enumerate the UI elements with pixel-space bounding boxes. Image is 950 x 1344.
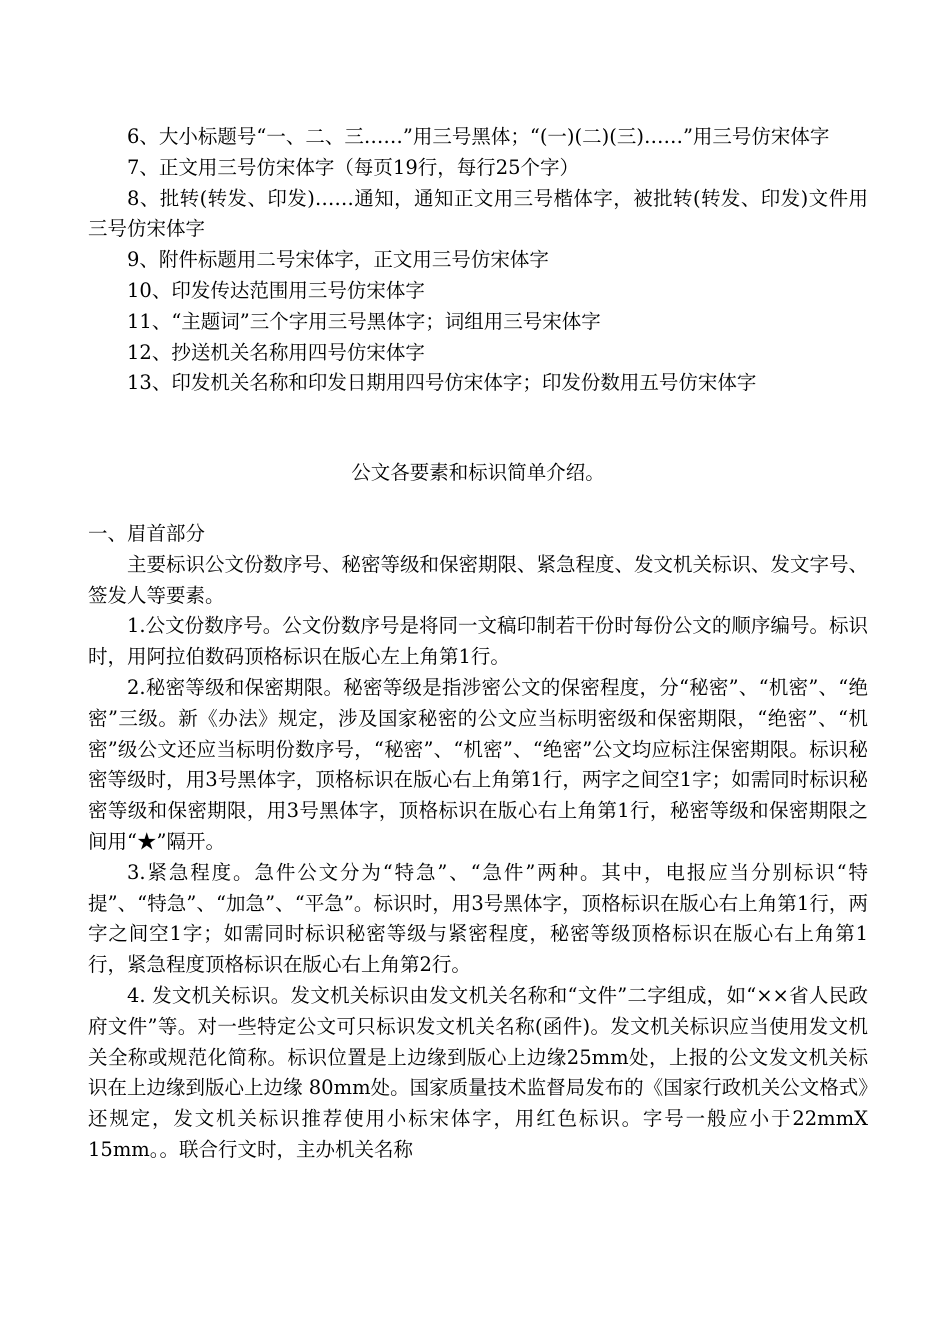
list-item: 8、批转(转发、印发)……通知，通知正文用三号楷体字，被批转(转发、印发)文件用三号仿宋体字 (88, 186, 868, 241)
body-paragraph: 4. 发文机关标识。发文机关标识由发文机关名称和“文件”二字组成，如“××省人民政府文件”等。对一些特定公文可只标识发文机关名称(函件)。发文机关标识应当使用发文机关全称或规范化简称。标识位置是上边缘到版心上边缘25mm处，上报的公文发文机关标识在上边缘到版心上边缘 80mm处。国家质量技术监督局发布的《国家行政机关公文格式》还规定，发文机关标识推荐使用小标宋体字，用红色标识。字号一般应小于22mmX 15mm。。联合行文时，主办机关名称 (88, 983, 868, 1161)
section-title: 公文各要素和标识简单介绍。 (351, 461, 605, 485)
body-paragraph: 1.公文份数序号。公文份数序号是将同一文稿印制若干份时每份公文的顺序编号。标识时，用阿拉伯数码顶格标识在版心左上角第1行。 (88, 614, 868, 669)
list-item: 12、抄送机关名称用四号仿宋体字 (127, 340, 425, 364)
section-intro: 主要标识公文份数序号、秘密等级和保密期限、紧急程度、发文机关标识、发文字号、签发人等要素。 (88, 552, 869, 607)
document-body (88, 122, 868, 1166)
list-item: 10、印发传达范围用三号仿宋体字 (127, 278, 425, 302)
body-paragraph: 3.紧急程度。急件公文分为“特急”、“急件”两种。其中，电报应当分别标识“特提”、“特急”、“加急”、“平急”。标识时，用3号黑体字，顶格标识在版心右上角第1行，两字之间空1字；如需同时标识秘密等级与紧密程度，秘密等级顶格标识在版心右上角第1行，紧急程度顶格标识在版心右上角第2行。 (88, 860, 868, 977)
list-item: 9、附件标题用二号宋体字，正文用三号仿宋体字 (127, 248, 549, 272)
list-item: 6、大小标题号“一、二、三……”用三号黑体；“(一)(二)(三)……”用三号仿宋体字 (127, 125, 830, 148)
section-heading: 一、眉首部分 (88, 521, 206, 545)
body-paragraph: 2.秘密等级和保密期限。秘密等级是指涉密公文的保密程度，分“秘密”、“机密”、“绝密”三级。新《办法》规定，涉及国家秘密的公文应当标明密级和保密期限，“绝密”、“机密”级公文还应当标明份数序号，“秘密”、“机密”、“绝密”公文均应标注保密期限。标识秘密等级时，用3号黑体字，顶格标识在版心右上角第1行，两字之间空1字；如需同时标识秘密等级和保密期限，用3号黑体字，顶格标识在版心右上角第1行，秘密等级和保密期限之间用“★”隔开。 (88, 675, 868, 853)
list-item: 11、“主题词”三个字用三号黑体字；词组用三号宋体字 (127, 309, 601, 333)
list-item: 7、正文用三号仿宋体字（每页19行，每行25个字） (127, 155, 580, 179)
list-item: 13、印发机关名称和印发日期用四号仿宋体字；印发份数用五号仿宋体字 (127, 371, 757, 395)
format-rules-list (88, 122, 868, 399)
